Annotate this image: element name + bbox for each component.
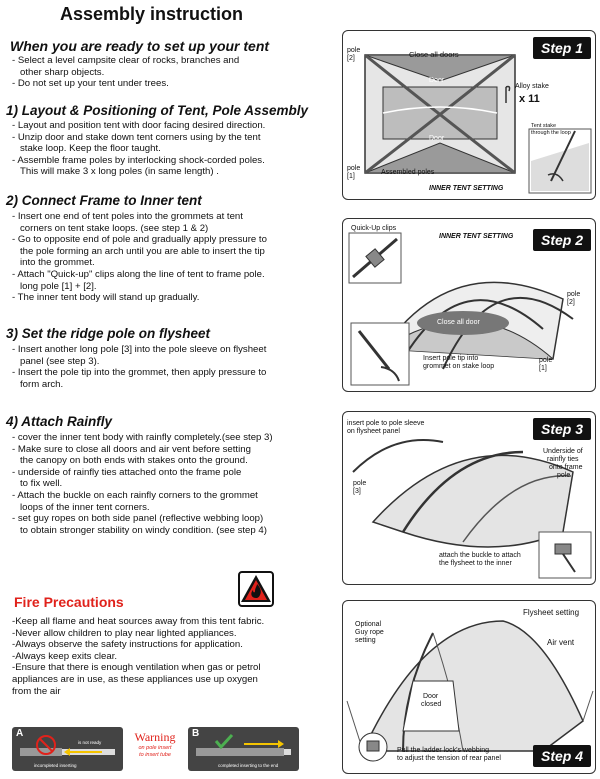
step-4-badge: Step 4 (533, 745, 591, 767)
step2-pole2-label: pole (567, 291, 581, 298)
step1-pole1-num: [1] (347, 173, 355, 180)
step-2-badge: Step 2 (533, 229, 591, 251)
text-line: - cover the inner tent body with rainfly completely.(see step 3) (12, 432, 273, 443)
text-line: - Insert one end of tent poles into the grommets at tent (12, 211, 243, 222)
step3-buckle-2: the flysheet to the inner (439, 560, 512, 567)
document-title: Assembly instruction (60, 4, 244, 24)
step1-close-doors: Close all doors (409, 50, 459, 59)
section-body-rainfly (12, 432, 273, 536)
text-line: long pole [1] + [2]. (20, 280, 97, 292)
text-line: the canopy on both ends with stakes onto the ground. (20, 455, 248, 467)
text-line: - Assemble frame poles by interlocking shock-corded poles. (12, 154, 265, 166)
text-line: panel (see step 3). (20, 355, 100, 367)
step3-sleeve-2: on flysheet panel (347, 428, 400, 435)
step-1-badge: Step 1 (533, 37, 591, 59)
step4-ladder-2: to adjust the tension of rear panel (397, 755, 501, 762)
warning-text (126, 730, 184, 759)
text-line: to obtain stronger stability on windy condition. (see step 4) (20, 524, 267, 536)
step1-stake-count: x 11 (519, 93, 540, 105)
step1-pole2-num: [2] (347, 55, 355, 62)
text-line: - Insert another long pole [3] into the pole sleeve on flysheet (12, 344, 267, 355)
step3-under-4: pole (557, 472, 571, 479)
panel-a-caption: incompleted inserting (34, 763, 77, 768)
step1-stake-loop-1: Tent stake (531, 123, 557, 129)
section-heading-connect: 2) Connect Frame to Inner tent (6, 193, 202, 208)
step3-under-3: onto frame (549, 464, 583, 471)
fire-precautions-heading: Fire Precautions (14, 594, 124, 610)
panel-a-letter: A (16, 728, 24, 739)
section-body-ridge (12, 344, 266, 390)
warning-panel-b (188, 727, 299, 771)
text-line: - Unzip door and stake down tent corners using by the tent (12, 131, 261, 143)
step3-under-1: Underside of (543, 448, 583, 455)
text-line: from the air (12, 685, 61, 697)
text-line: -Always keep exits clear. (12, 650, 118, 662)
text-line: the pole forming an arch until you are able to insert the tip (20, 245, 265, 257)
step4-air-vent: Air vent (547, 638, 575, 647)
step4-ladder-1: Pull the ladder lock's webbing (397, 747, 490, 754)
step-4-panel (342, 600, 596, 774)
fire-precautions-body (12, 616, 264, 697)
text-line: stake loop. Keep the floor taught. (20, 143, 161, 155)
step4-guy-1: Optional (355, 621, 382, 628)
text-line: -Always observe the safety instructions for application. (12, 639, 243, 651)
text-line: - Attach the buckle on each rainfly corners to the grommet (12, 489, 258, 501)
step1-pole2-label: pole (347, 47, 361, 54)
section-body-connect (12, 211, 267, 304)
warning-sub-1: on pole insert (138, 745, 172, 751)
step4-door-1: Door (423, 693, 439, 700)
text-line: - Make sure to close all doors and air vent before setting (12, 443, 251, 455)
text-line: - Go to opposite end of pole and gradually apply pressure to (12, 234, 267, 246)
warning-panel-a (12, 727, 123, 771)
step-1-panel (342, 30, 596, 200)
text-line: appliances are in use, as these appliances use up oxygen (12, 673, 258, 685)
step1-pole1-label: pole (347, 165, 361, 172)
step3-buckle-1: attach the buckle to attach (439, 552, 521, 559)
text-line: corners on tent stake loops. (see step 1 & 2) (20, 222, 209, 234)
step1-setting: INNER TENT SETTING (429, 185, 504, 192)
step2-setting: INNER TENT SETTING (439, 233, 514, 240)
step-3-panel (342, 411, 596, 585)
text-line: - set guy ropes on both side panel (reflective webbing loop) (12, 513, 264, 525)
step1-door-top: Door (429, 77, 445, 84)
step3-pole3-label: pole (353, 480, 367, 487)
step4-guy-2: Guy rope (355, 629, 384, 636)
step-2-panel (342, 218, 596, 392)
step4-guy-3: setting (355, 637, 376, 644)
step1-alloy-stake: Alloy stake (515, 83, 549, 90)
text-line: - underside of rainfly ties attached onto the frame pole (12, 466, 242, 478)
text-line: - Do not set up your tent under trees. (12, 78, 169, 90)
step2-insert-1: Insert pole tip into (423, 355, 479, 362)
section-body-layout (12, 120, 265, 178)
step-3-badge: Step 3 (533, 418, 591, 440)
text-line: into the grommet. (20, 257, 95, 269)
step2-pole1-num: [1] (539, 365, 547, 372)
fire-warning-icon (238, 571, 274, 607)
panel-b-caption: completed inserting to the end (218, 763, 279, 768)
text-line: This will make 3 x long poles (in same length) . (20, 166, 219, 178)
text-line: - Layout and position tent with door facing desired direction. (12, 120, 266, 131)
step1-door-bottom: Door (429, 135, 445, 142)
section-body-setup (12, 55, 239, 90)
text-line: loops of the inner tent corners. (20, 501, 150, 513)
step1-assembled-poles: Assembled poles (381, 169, 435, 176)
step2-close-door: Close all door (437, 319, 480, 326)
text-line: -Keep all flame and heat sources away from this tent fabric. (12, 616, 265, 627)
warning-title: Warning (134, 730, 176, 744)
text-line: - The inner tent body will stand up gradually. (12, 292, 200, 304)
step3-pole3-num: [3] (353, 488, 361, 495)
text-line: - Select a level campsite clear of rocks, branches and (12, 55, 240, 66)
text-line: other sharp objects. (20, 66, 105, 78)
panel-b-letter: B (192, 728, 200, 739)
step2-pole2-num: [2] (567, 299, 575, 306)
text-line: to fix well. (20, 478, 63, 490)
panel-a-note: is not ready (78, 740, 102, 745)
text-line: -Ensure that there is enough ventilation when gas or petrol (12, 662, 261, 674)
step3-sleeve-1: insert pole to pole sleeve (347, 420, 425, 427)
step4-door-2: closed (421, 701, 442, 708)
section-heading-ridge: 3) Set the ridge pole on flysheet (6, 326, 211, 341)
step4-flysheet: Flysheet setting (523, 608, 580, 617)
step3-under-2: rainfly ties (547, 456, 579, 463)
text-line: form arch. (20, 378, 64, 390)
step1-stake-loop-2: through the loop (531, 130, 571, 136)
step2-pole1-label: pole (539, 357, 553, 364)
warning-sub-2: to insert tube (139, 752, 171, 758)
step2-clips: Quick-Up clips (351, 225, 397, 232)
section-heading-setup: When you are ready to set up your tent (10, 38, 270, 54)
text-line: -Never allow children to play near lighted appliances. (12, 627, 237, 639)
text-line: - Insert the pole tip into the grommet, then apply pressure to (12, 367, 267, 379)
text-line: - Attach "Quick-up" clips along the line of tent to frame pole. (12, 268, 265, 280)
section-heading-rainfly: 4) Attach Rainfly (6, 414, 113, 429)
step2-insert-2: grommet on stake loop (423, 363, 495, 370)
section-heading-layout: 1) Layout & Positioning of Tent, Pole Assembly (6, 103, 309, 118)
